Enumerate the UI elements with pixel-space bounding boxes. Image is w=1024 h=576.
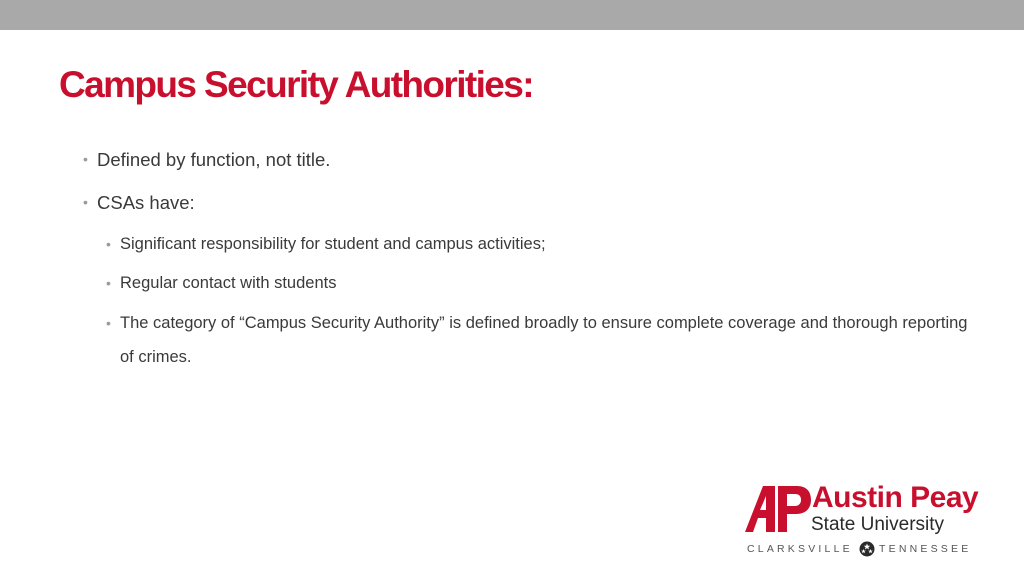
sub-bullet-item [106, 266, 980, 300]
bullet-item [83, 192, 195, 214]
bullet-text: CSAs have: [97, 192, 195, 213]
sub-bullet-text: Regular contact with students [120, 274, 337, 292]
bullet-dot-icon: • [106, 315, 111, 331]
ap-monogram-icon [745, 484, 811, 534]
bullet-text: Defined by function, not title. [97, 149, 331, 170]
sub-bullet-text: The category of “Campus Security Authority” is defined broadly to ensure complete coverage and thorough reporting of crimes. [120, 314, 968, 366]
logo-state: TENNESSEE [879, 543, 972, 555]
bullet-dot-icon: • [106, 275, 111, 291]
bullet-item [83, 149, 331, 171]
sub-bullet-item [106, 306, 980, 374]
logo-line-2: State University [811, 514, 945, 535]
logo-city: CLARKSVILLE [747, 543, 853, 555]
bullet-dot-icon: • [106, 236, 111, 252]
sub-bullet-text: Significant responsibility for student and campus activities; [120, 235, 546, 253]
logo-line-1: Austin Peay [812, 481, 979, 514]
bullet-dot-icon: • [83, 194, 88, 210]
university-logo [745, 481, 979, 564]
slide-title: Campus Security Authorities: [59, 64, 533, 105]
bullet-dot-icon: • [83, 151, 88, 167]
sub-bullet-item [106, 227, 980, 261]
tristar-icon [859, 541, 875, 557]
top-header-bar [0, 0, 1024, 30]
